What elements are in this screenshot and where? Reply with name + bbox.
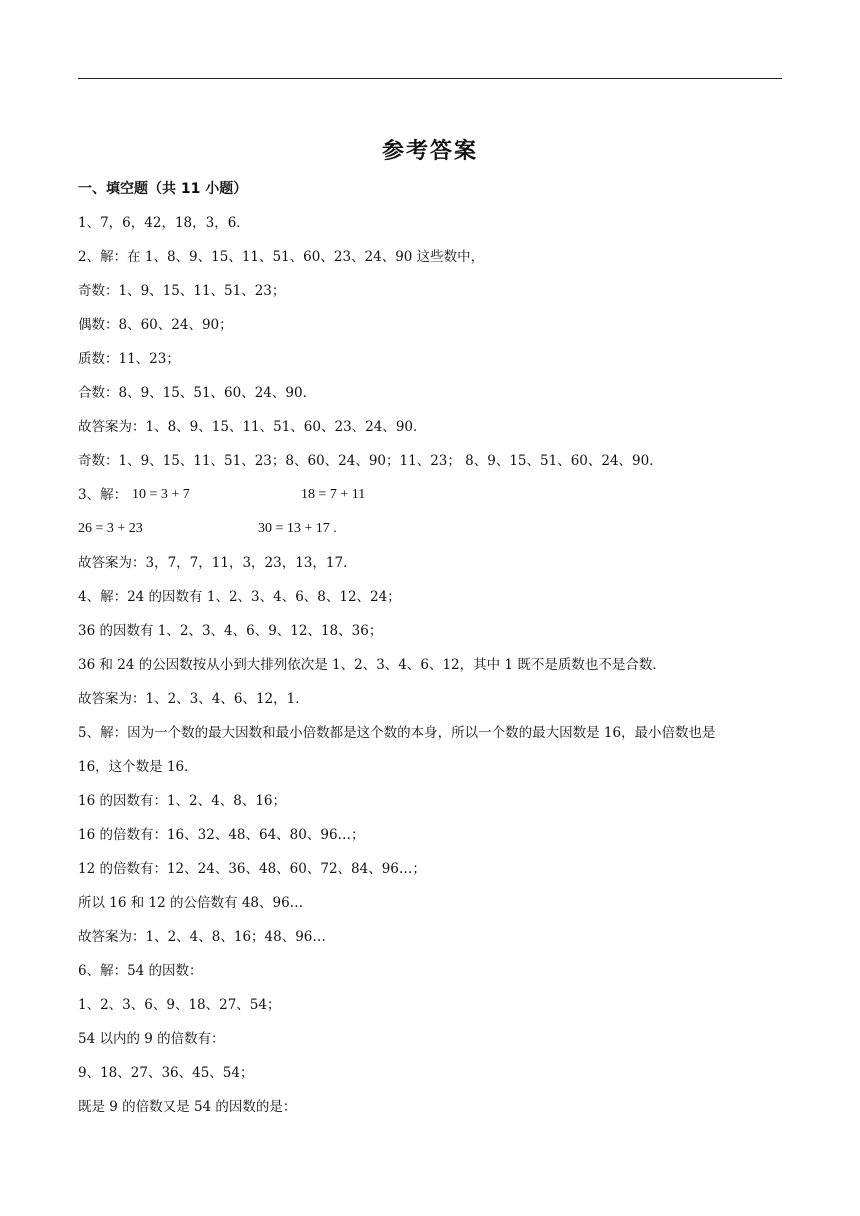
answer-line: 既是 9 的倍数又是 54 的因数的是：	[78, 1099, 297, 1115]
answer-line: 故答案为：1、8、9、15、11、51、60、23、24、90．	[78, 419, 427, 435]
equation: 26 = 3 + 23	[78, 521, 143, 536]
answer-line: 所以 16 和 12 的公倍数有 48、96…	[78, 895, 304, 911]
answer-line: 奇数：1、9、15、11、51、23；8、60、24、90；11、23； 8、9、15、51、60、24、90．	[78, 453, 663, 469]
answer-line: 9、18、27、36、45、54；	[78, 1065, 254, 1081]
answer-line: 54 以内的 9 的倍数有：	[78, 1031, 225, 1047]
answer-line: 5、解：因为一个数的最大因数和最小倍数都是这个数的本身，所以一个数的最大因数是 16，最小倍数也是	[78, 725, 716, 741]
equation: 30 = 13 + 17 .	[258, 521, 337, 536]
section-heading: 一、填空题（共 11 小题）	[78, 181, 248, 197]
answer-line: 1、7，6，42，18，3，6．	[78, 215, 250, 231]
answer-line: 偶数：8、60、24、90；	[78, 317, 233, 333]
answer-line: 故答案为：1、2、4、8、16；48、96…	[78, 929, 326, 945]
answer-line: 6、解：54 的因数：	[78, 963, 203, 979]
answer-line: 奇数：1、9、15、11、51、23；	[78, 283, 286, 299]
answer-line: 故答案为：3，7，7，11，3，23，13，17．	[78, 555, 357, 571]
answer-line: 36 和 24 的公因数按从小到大排列依次是 1、2、3、4、6、12，其中 1 既不是质数也不是合数．	[78, 657, 666, 673]
answer-line: 4、解：24 的因数有 1、2、3、4、6、8、12、24；	[78, 589, 401, 605]
answer-line: 合数：8、9、15、51、60、24、90．	[78, 385, 317, 401]
answer-line: 16 的倍数有：16、32、48、64、80、96…；	[78, 827, 365, 843]
answer-line: 质数：11、23；	[78, 351, 180, 367]
answer-line: 2、解：在 1、8、9、15、11、51、60、23、24、90 这些数中，	[78, 249, 485, 265]
answer-line: 故答案为：1、2、3、4、6、12，1．	[78, 691, 309, 707]
answer-line: 12 的倍数有：12、24、36、48、60、72、84、96…；	[78, 861, 426, 877]
page-title: 参考答案	[381, 139, 478, 164]
answer-line: 16 的因数有：1、2、4、8、16；	[78, 793, 287, 809]
equation: 18 = 7 + 11	[301, 487, 366, 502]
answer-line: 1、2、3、6、9、18、27、54；	[78, 997, 281, 1013]
equation: 10 = 3 + 7	[132, 487, 190, 502]
answer-line: 16，这个数是 16．	[78, 759, 198, 775]
answer-line: 3、解：	[78, 487, 128, 503]
header-rule	[78, 78, 782, 79]
answer-line: 36 的因数有 1、2、3、4、6、9、12、18、36；	[78, 623, 383, 639]
